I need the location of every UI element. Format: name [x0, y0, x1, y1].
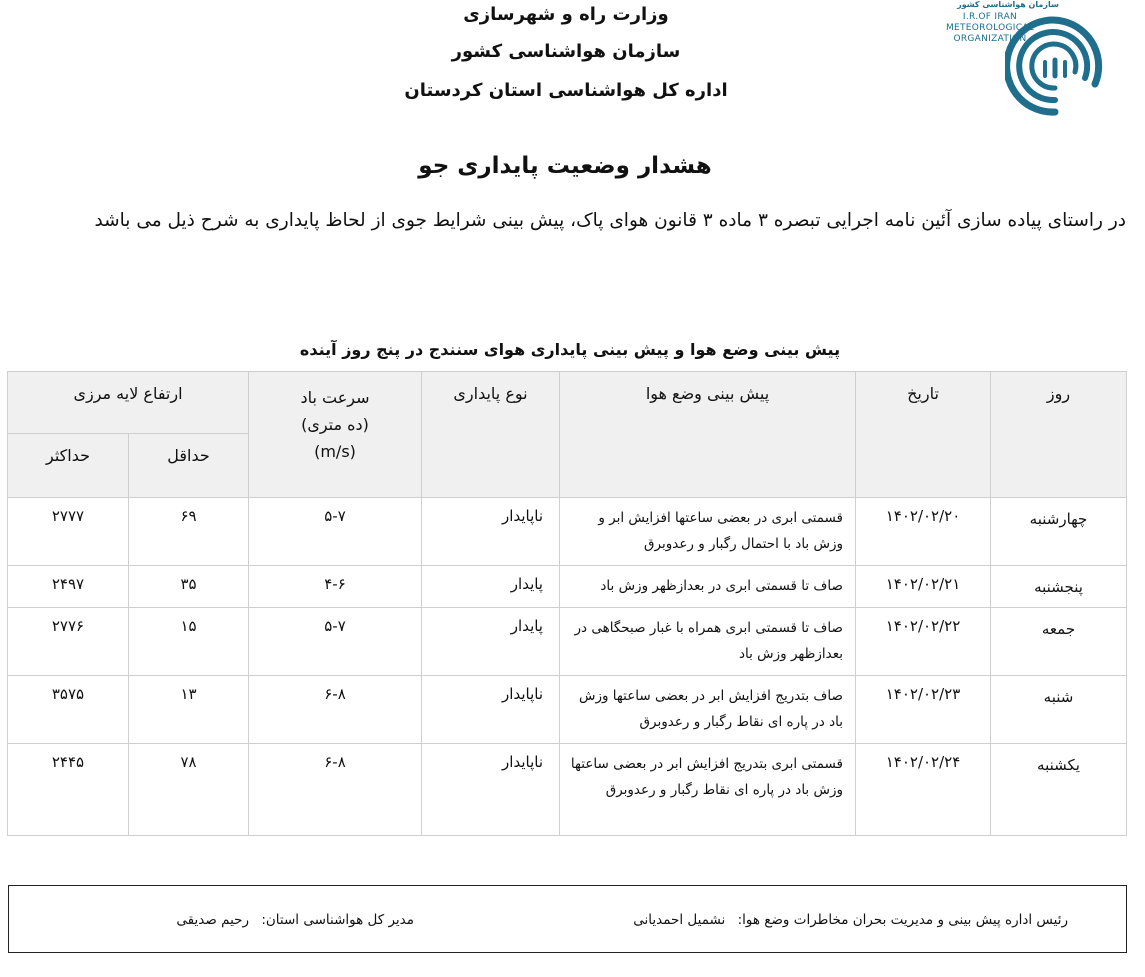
table-row	[8, 608, 1127, 676]
cell-stability: ناپایدار	[422, 676, 560, 744]
forecast-table	[7, 371, 1127, 836]
table-row	[8, 744, 1127, 836]
table-row	[8, 566, 1127, 608]
cell-max: ۲۷۷۶	[8, 608, 129, 676]
organization-name: سازمان هواشناسی کشور	[451, 41, 681, 62]
header-date: تاریخ	[856, 372, 991, 498]
cell-max: ۲۴۹۷	[8, 566, 129, 608]
table-header-row	[8, 372, 1127, 434]
meteorological-organization-logo	[935, 0, 1105, 118]
table-row	[8, 498, 1127, 566]
logo-spiral-icon	[1005, 4, 1105, 116]
cell-stability: ناپایدار	[422, 498, 560, 566]
cell-wind: ۶-۸	[249, 744, 422, 836]
cell-stability: پایدار	[422, 608, 560, 676]
forecast-head-label: رئیس اداره پیش بینی و مدیریت بحران مخاطرات وضع هوا:	[737, 912, 1068, 928]
table-title: پیش بینی وضع هوا و پیش بینی پایداری هوای سنندج در پنج روز آینده	[299, 340, 841, 359]
cell-forecast: صاف بتدریج افزایش ابر در بعضی ساعتها وزش باد در پاره ای نقاط رگبار و رعدوبرق	[560, 676, 856, 744]
director-name: رحیم صدیقی	[176, 912, 250, 928]
cell-date: ۱۴۰۲/۰۲/۲۳	[856, 676, 991, 744]
header-wind-line1: سرعت باد	[300, 388, 370, 407]
header-day: روز	[991, 372, 1127, 498]
cell-wind: ۵-۷	[249, 608, 422, 676]
header-wind-line3: (m/s)	[314, 442, 356, 461]
director-signature	[176, 912, 414, 928]
header-max: حداکثر	[8, 434, 129, 498]
cell-stability: ناپایدار	[422, 744, 560, 836]
cell-day: شنبه	[991, 676, 1127, 744]
header-wind-line2: (ده متری)	[301, 415, 369, 434]
ministry-name: وزارت راه و شهرسازی	[463, 4, 669, 25]
logo-en-line2: METEOROLOGICAL	[945, 23, 1035, 33]
cell-min: ۶۹	[129, 498, 249, 566]
logo-en-line3: ORGANIZATION	[953, 34, 1027, 44]
intro-paragraph: در راستای پیاده سازی آئین نامه اجرایی تبصره ۳ ماده ۳ قانون هوای پاک، پیش بینی شرایط جوی از لحاظ پایداری به شرح ذیل می باشد	[94, 210, 1126, 231]
provincial-office-name: اداره کل هواشناسی استان کردستان	[404, 80, 728, 101]
cell-date: ۱۴۰۲/۰۲/۲۴	[856, 744, 991, 836]
cell-date: ۱۴۰۲/۰۲/۲۱	[856, 566, 991, 608]
cell-min: ۷۸	[129, 744, 249, 836]
page-title: هشدار وضعیت پایداری جو	[418, 153, 712, 179]
cell-forecast: صاف تا قسمتی ابری در بعدازظهر وزش باد	[560, 566, 856, 608]
cell-min: ۱۵	[129, 608, 249, 676]
logo-persian-text: سازمان هواشناسی کشور	[957, 0, 1059, 9]
cell-stability: پایدار	[422, 566, 560, 608]
cell-forecast: صاف تا قسمتی ابری همراه با غبار صبحگاهی در بعدازظهر وزش باد	[560, 608, 856, 676]
header-boundary-layer: ارتفاع لایه مرزی	[8, 372, 249, 434]
cell-wind: ۴-۶	[249, 566, 422, 608]
cell-wind: ۵-۷	[249, 498, 422, 566]
header-wind-speed	[249, 372, 422, 498]
signature-footer	[8, 885, 1127, 953]
cell-forecast: قسمتی ابری در بعضی ساعتها افزایش ابر و وزش باد با احتمال رگبار و رعدوبرق	[560, 498, 856, 566]
header-min: حداقل	[129, 434, 249, 498]
director-label: مدیر کل هواشناسی استان:	[261, 912, 414, 928]
header-forecast: پیش بینی وضع هوا	[560, 372, 856, 498]
cell-max: ۲۷۷۷	[8, 498, 129, 566]
cell-max: ۲۴۴۵	[8, 744, 129, 836]
cell-min: ۳۵	[129, 566, 249, 608]
cell-day: پنجشنبه	[991, 566, 1127, 608]
cell-day: جمعه	[991, 608, 1127, 676]
logo-en-line1: I.R.OF IRAN	[962, 12, 1018, 22]
header-stability: نوع پایداری	[422, 372, 560, 498]
cell-day: چهارشنبه	[991, 498, 1127, 566]
cell-min: ۱۳	[129, 676, 249, 744]
table-row	[8, 676, 1127, 744]
cell-max: ۳۵۷۵	[8, 676, 129, 744]
cell-date: ۱۴۰۲/۰۲/۲۲	[856, 608, 991, 676]
cell-forecast: قسمتی ابری بتدریج افزایش ابر در بعضی ساعتها وزش باد در پاره ای نقاط رگبار و رعدوبرق	[560, 744, 856, 836]
forecast-head-name: نشمیل احمدیانی	[633, 912, 726, 928]
forecast-head-signature	[633, 912, 1068, 928]
cell-wind: ۶-۸	[249, 676, 422, 744]
cell-date: ۱۴۰۲/۰۲/۲۰	[856, 498, 991, 566]
cell-day: یکشنبه	[991, 744, 1127, 836]
